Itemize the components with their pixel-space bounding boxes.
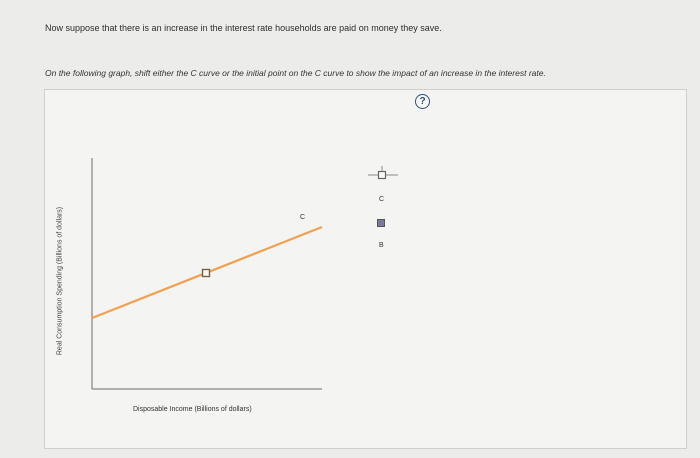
palette-c-label: C — [379, 196, 385, 203]
palette-curve-tool-handle[interactable] — [379, 172, 386, 179]
curve-label-c: C — [300, 214, 306, 221]
palette-point-tool[interactable] — [378, 220, 385, 227]
palette-b-label: B — [379, 242, 384, 249]
y-axis-label: Real Consumption Spending (Billions of dollars) — [56, 206, 64, 356]
help-icon[interactable]: ? — [415, 94, 430, 109]
initial-point-handle[interactable] — [203, 270, 210, 277]
task-instruction: On the following graph, shift either the C curve or the initial point on the C curve to show the impact of an increase in the interest rate. — [45, 68, 546, 78]
x-axis-label: Disposable Income (Billions of dollars) — [133, 406, 252, 413]
instruction-text: Now suppose that there is an increase in the interest rate households are paid on money they save. — [45, 23, 442, 33]
